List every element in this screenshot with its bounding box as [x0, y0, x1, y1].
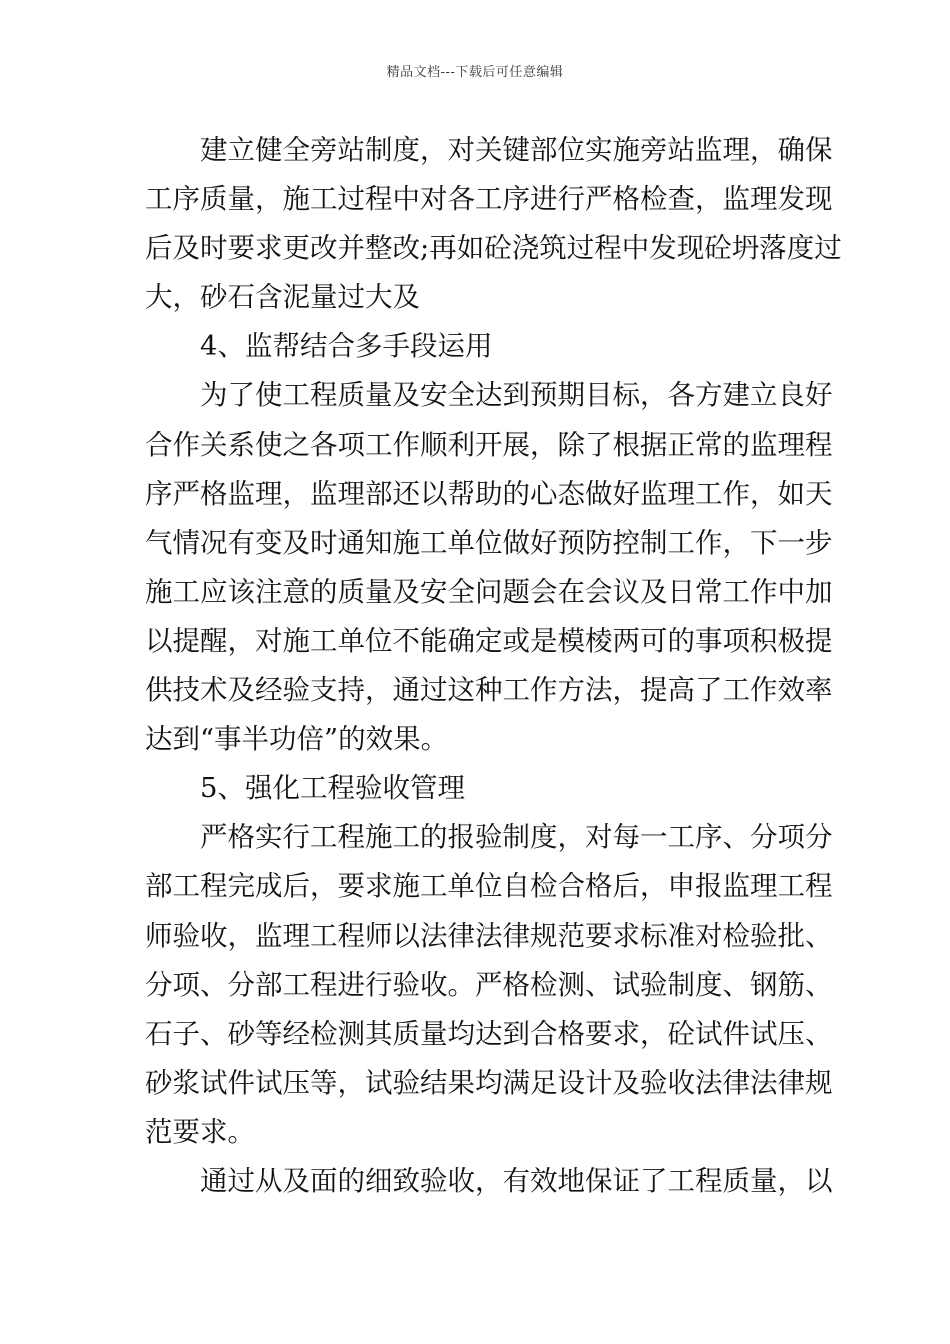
paragraph: [145, 1157, 833, 1206]
section-heading: [145, 322, 810, 371]
text-line: 石子、砂等经检测其质量均达到合格要求，砼试件试压、: [145, 1017, 833, 1050]
text-line: 供技术及经验支持，通过这种工作方法，提高了工作效率: [145, 674, 833, 707]
section-heading: [145, 764, 810, 813]
text-line: 序严格监理，监理部还以帮助的心态做好监理工作，如天: [145, 477, 833, 510]
text-line: 大，砂石含泥量过大及: [145, 281, 420, 314]
document-body: [145, 126, 842, 1206]
text-line: 部工程完成后，要求施工单位自检合格后，申报监理工程: [145, 870, 833, 903]
text-line: 通过从及面的细致验收，有效地保证了工程质量，以: [200, 1164, 833, 1197]
text-line: 达到“事半功倍”的效果。: [145, 723, 449, 756]
paragraph: [145, 126, 842, 322]
text-line: 严格实行工程施工的报验制度，对每一工序、分项分: [200, 821, 833, 854]
text-line: 气情况有变及时通知施工单位做好预防控制工作，下一步: [145, 526, 833, 559]
text-line: 砂浆试件试压等，试验结果均满足设计及验收法律法律规: [145, 1066, 833, 1099]
text-line: 师验收，监理工程师以法律法律规范要求标准对检验批、: [145, 919, 833, 952]
text-line: 范要求。: [145, 1115, 255, 1148]
section-heading-text: 4、监帮结合多手段运用: [200, 330, 493, 363]
text-line: 分项、分部工程进行验收。严格检测、试验制度、钢筋、: [145, 968, 833, 1001]
text-line: 工序质量，施工过程中对各工序进行严格检查，监理发现: [145, 183, 833, 216]
text-line: 施工应该注意的质量及安全问题会在会议及日常工作中加: [145, 575, 833, 608]
section-heading-text: 5、强化工程验收管理: [200, 772, 465, 805]
text-line: 以提醒，对施工单位不能确定或是模棱两可的事项积极提: [145, 624, 833, 657]
paragraph: [145, 813, 833, 1157]
text-line: 为了使工程质量及安全达到预期目标，各方建立良好: [200, 379, 833, 412]
text-line: 建立健全旁站制度，对关键部位实施旁站监理，确保: [200, 134, 833, 166]
text-line: 合作关系使之各项工作顺利开展，除了根据正常的监理程: [145, 428, 833, 461]
paragraph: [145, 371, 833, 764]
page-header: 精品文档---下载后可任意编辑: [386, 65, 564, 80]
text-line: 后及时要求更改并整改;再如砼浇筑过程中发现砼坍落度过: [145, 232, 842, 265]
